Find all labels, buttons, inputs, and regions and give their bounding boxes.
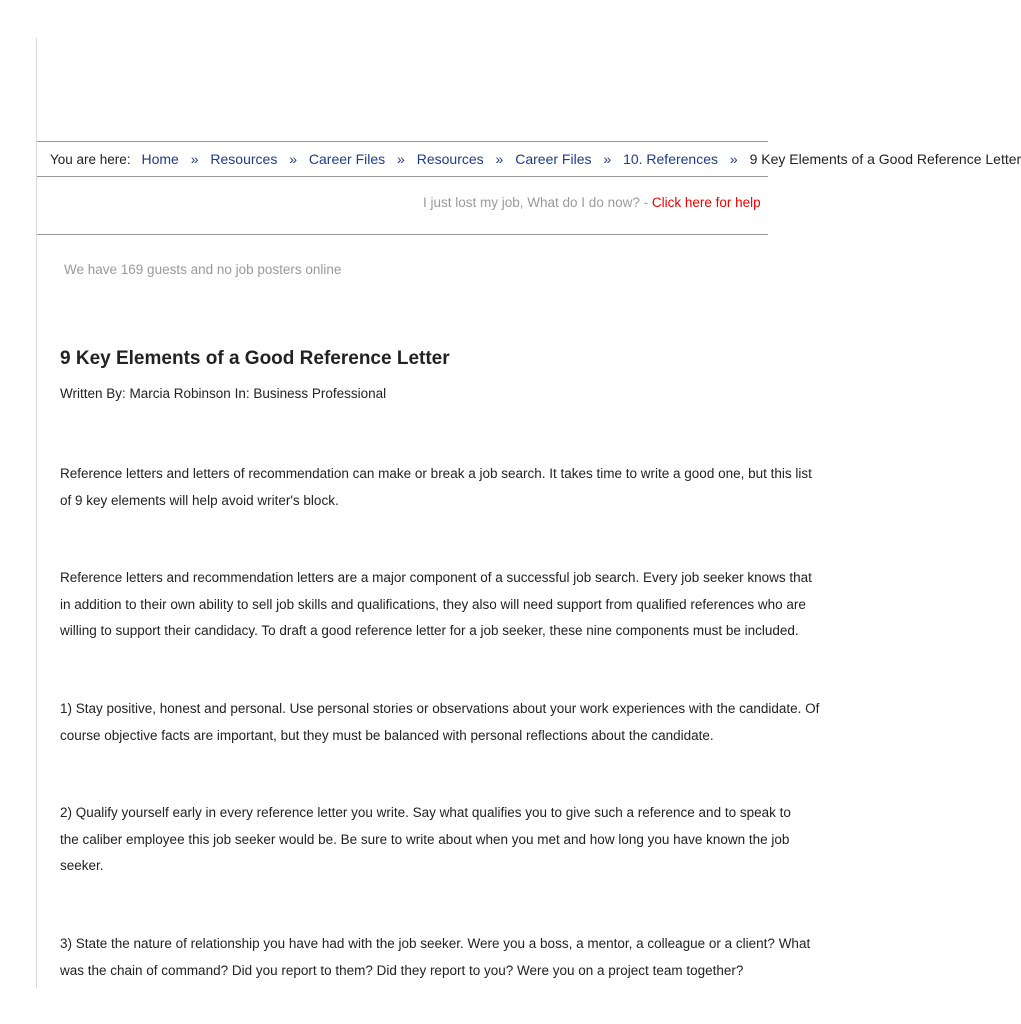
breadcrumb-current: 9 Key Elements of a Good Reference Letter xyxy=(749,151,1021,167)
paragraph-element-2 xyxy=(60,800,791,880)
breadcrumb-link-resources[interactable]: Resources xyxy=(210,151,278,167)
paragraph-line: 3) State the nature of relationship you have had with the job seeker. Were you a boss, a mentor, a colleague or a client? What xyxy=(60,936,811,951)
paragraph-line: willing to support their candidacy. To draft a good reference letter for a job seeker, these nine components must be included. xyxy=(60,623,799,638)
paragraph-line: course objective facts are important, but they must be balanced with personal reflections about the candidate. xyxy=(60,727,714,743)
paragraph-line: in addition to their own ability to sell job skills and qualifications, they also will need support from qualified references who are xyxy=(60,596,806,612)
paragraph-element-3 xyxy=(60,931,811,984)
article-title: 9 Key Elements of a Good Reference Letter xyxy=(60,348,450,369)
paragraph-line: seeker. xyxy=(60,858,104,873)
main-content xyxy=(37,0,1021,1024)
article-byline: Written By: Marcia Robinson In: Business Professional xyxy=(60,386,387,401)
paragraph-overview xyxy=(60,565,812,645)
paragraph-intro xyxy=(60,461,812,514)
breadcrumb-prefix: You are here: xyxy=(50,152,131,167)
paragraph-line: 2) Qualify yourself early in every reference letter you write. Say what qualifies you to give such a reference and to speak to xyxy=(60,805,791,820)
help-link[interactable]: Click here for help xyxy=(651,195,761,210)
online-status: We have 169 guests and no job posters online xyxy=(64,262,342,277)
breadcrumb-link-references[interactable]: 10. References xyxy=(623,151,719,167)
paragraph-line: Reference letters and letters of recommendation can make or break a job search. It takes time to write a good one, but this list xyxy=(60,466,812,481)
paragraph-line: Reference letters and recommendation letters are a major component of a successful job search. Every job seeker knows that xyxy=(60,570,812,585)
paragraph-line: 1) Stay positive, honest and personal. Use personal stories or observations about your work experiences with the candidate. Of xyxy=(60,701,820,716)
paragraph-line: of 9 key elements will help avoid writer's block. xyxy=(60,492,339,508)
breadcrumb-link-career-files[interactable]: Career Files xyxy=(308,151,386,167)
breadcrumb-separator: » xyxy=(495,151,504,167)
paragraph-line: the caliber employee this job seeker would be. Be sure to write about when you met and how long you have known the job xyxy=(60,831,790,847)
breadcrumb-link-resources-2[interactable]: Resources xyxy=(416,151,484,167)
notice-text: I just lost my job, What do I do now? - xyxy=(423,195,652,210)
breadcrumb-separator: » xyxy=(603,151,612,167)
breadcrumb-link-home[interactable]: Home xyxy=(141,151,179,167)
paragraph-line: was the chain of command? Did you report to them? Did they report to you? Were you on a project team together? xyxy=(60,962,744,978)
breadcrumb-separator: » xyxy=(289,151,298,167)
notice xyxy=(423,195,761,210)
breadcrumb-separator: » xyxy=(397,151,405,167)
paragraph-element-1 xyxy=(60,696,820,749)
notice-bar xyxy=(37,176,768,235)
breadcrumb-link-career-files-2[interactable]: Career Files xyxy=(515,151,592,167)
breadcrumb-separator: » xyxy=(729,151,738,167)
breadcrumb xyxy=(37,141,1021,177)
breadcrumb-separator: » xyxy=(190,151,199,167)
